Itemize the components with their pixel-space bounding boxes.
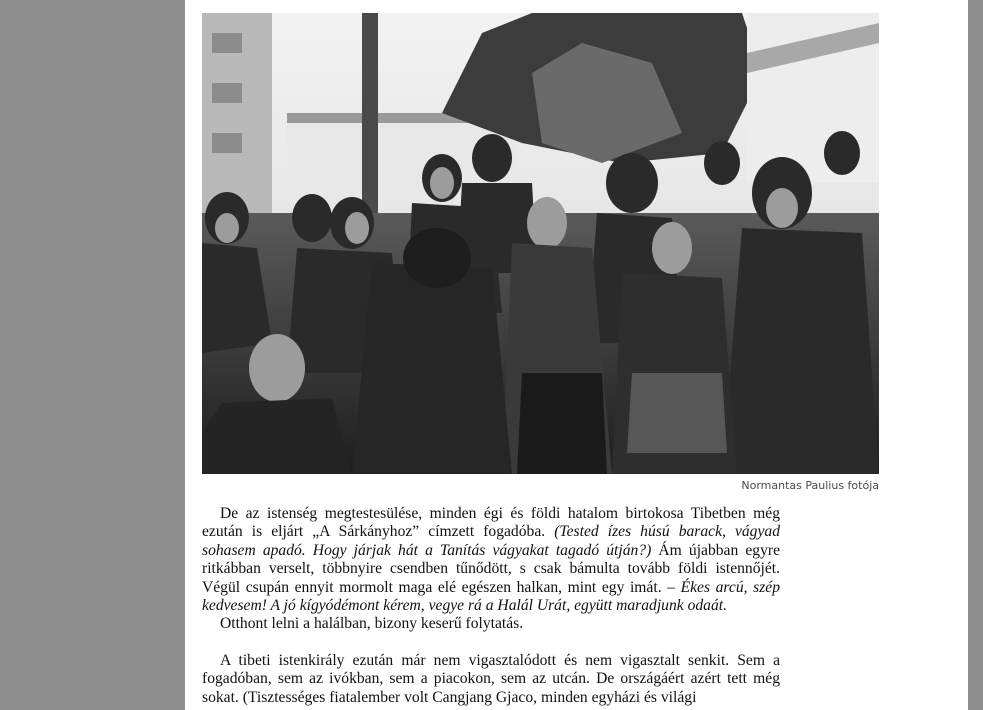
italic-segment: Ékes arcú, szép kedvesem! A jó kígyódémont kérem, vegye rá a Halál Urát, együtt maradjunk odaát. xyxy=(202,578,780,615)
paragraph-2 xyxy=(202,615,780,633)
paragraph-3 xyxy=(202,652,780,707)
italic-segment: (Tested ízes húsú barack, vágyad sohasem apadó. Hogy járjak hát a Tanítás vágyakat tagadó útján?) xyxy=(202,523,780,559)
photo-caption: Normantas Paulius fotója xyxy=(741,479,879,492)
text-segment: Ám újabban egyre ritkábban verselt, többnyire csendben tűnődött, s csak bámulta tovább földi istennőjét. Végül csupán ennyit mormolt maga elé egészen halkan, mint egy imát. – xyxy=(202,541,781,596)
text-segment: A tibeti istenkirály ezután már nem vigasztalódott és nem vigasztalt senkit. Sem a fogadóban, sem az ivókban, sem a piacokon, sem az utcán. De országáért azért tett még sokat. (Tisztességes fiatalember volt Cangjang Gjaco, minden egyházi és világi xyxy=(202,651,780,706)
text-segment: De az istenség megtestesülése, minden égi és földi hatalom birtokosa Tibetben még ezután is eljárt „A Sárkányhoz” címzett fogadóba. xyxy=(202,505,780,541)
document-page xyxy=(185,0,968,710)
text-segment: Otthont lelni a halálban, bizony keserű folytatás. xyxy=(220,615,524,633)
body-text xyxy=(202,505,780,707)
crowd-photo-illustration xyxy=(202,13,879,474)
paragraph-1 xyxy=(202,505,780,615)
photograph xyxy=(202,13,879,474)
